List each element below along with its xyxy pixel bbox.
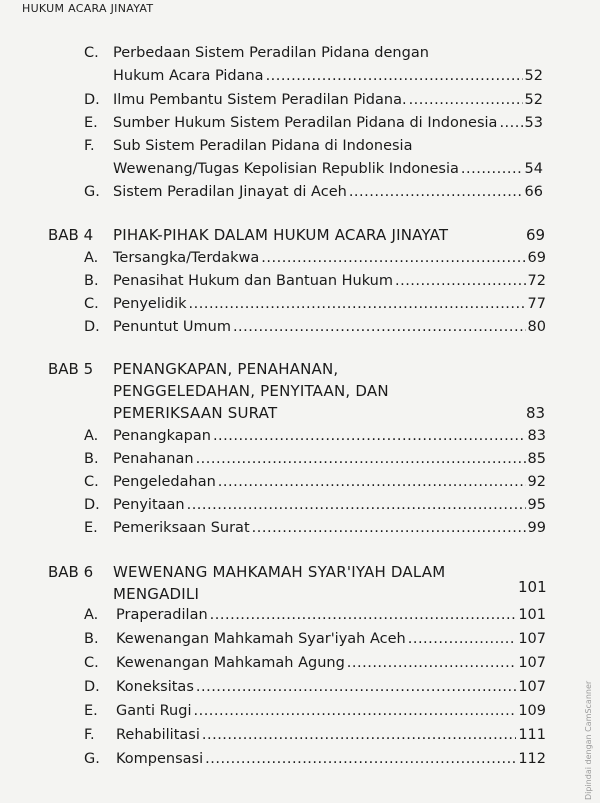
toc-entry: Hukum Acara Pidana ..... 52 bbox=[113, 68, 543, 84]
toc-entry: Tersangka/Terdakwa ..... 69 bbox=[113, 250, 546, 266]
toc-entry: Sistem Peradilan Jinayat di Aceh ..... 66 bbox=[113, 184, 543, 200]
entry-letter: B. bbox=[84, 273, 99, 289]
page-number: 99 bbox=[527, 520, 546, 536]
chapter-title: PIHAK-PIHAK DALAM HUKUM ACARA JINAYAT bbox=[113, 226, 449, 244]
chapter-label: BAB 6 bbox=[48, 563, 94, 581]
page-number: 112 bbox=[518, 751, 546, 767]
entry-letter: B. bbox=[84, 631, 99, 647]
toc-entry: Penuntut Umum ..... 80 bbox=[113, 319, 546, 335]
chapter-page: 69 bbox=[526, 226, 546, 244]
toc-entry: Penangkapan ..... 83 bbox=[113, 428, 546, 444]
toc-entry: Penasihat Hukum dan Bantuan Hukum ..... 72 bbox=[113, 273, 546, 289]
leader-dots bbox=[218, 474, 526, 490]
page-number: 85 bbox=[527, 451, 546, 467]
toc-entry: Kompensasi ..... 112 bbox=[116, 751, 546, 767]
scanner-watermark bbox=[584, 680, 598, 800]
chapter-title: PENANGKAPAN, PENAHANAN, bbox=[113, 360, 339, 378]
page-number: 83 bbox=[527, 428, 546, 444]
leader-dots bbox=[409, 92, 523, 108]
entry-letter: C. bbox=[84, 45, 99, 61]
toc-entry: Koneksitas ..... 107 bbox=[116, 679, 546, 695]
toc-entry: Ganti Rugi ..... 109 bbox=[116, 703, 546, 719]
leader-dots bbox=[395, 273, 526, 289]
entry-letter: D. bbox=[84, 679, 100, 695]
toc-entry: Ilmu Pembantu Sistem Peradilan Pidana. ..... 52 bbox=[113, 92, 543, 108]
toc-entry: Penyitaan ..... 95 bbox=[113, 497, 546, 513]
chapter-label: BAB 5 bbox=[48, 360, 94, 378]
entry-letter: B. bbox=[84, 451, 99, 467]
page-number: 77 bbox=[527, 296, 546, 312]
entry-letter: D. bbox=[84, 319, 100, 335]
entry-letter: F. bbox=[84, 727, 95, 743]
page-number: 54 bbox=[524, 161, 543, 177]
entry-letter: A. bbox=[84, 428, 99, 444]
leader-dots bbox=[499, 115, 522, 131]
entry-text-line: Sub Sistem Peradilan Pidana di Indonesia bbox=[113, 138, 413, 154]
leader-dots bbox=[202, 727, 516, 743]
leader-dots bbox=[193, 703, 516, 719]
toc-entry: Sumber Hukum Sistem Peradilan Pidana di Indonesia ..... 53 bbox=[113, 115, 543, 131]
page-number: 52 bbox=[524, 68, 543, 84]
chapter-title: PEMERIKSAAN SURAT bbox=[113, 404, 278, 422]
toc-entry: Praperadilan ..... 101 bbox=[116, 607, 546, 623]
toc-entry: Rehabilitasi ..... 111 bbox=[116, 727, 546, 743]
page-number: 107 bbox=[518, 679, 546, 695]
entry-letter: E. bbox=[84, 520, 98, 536]
toc-entry: Pemeriksaan Surat ..... 99 bbox=[113, 520, 546, 536]
leader-dots bbox=[196, 451, 526, 467]
toc-entry: Penyelidik ..... 77 bbox=[113, 296, 546, 312]
entry-letter: F. bbox=[84, 138, 95, 154]
page-number: 107 bbox=[518, 655, 546, 671]
entry-letter: C. bbox=[84, 655, 99, 671]
page-number: 52 bbox=[524, 92, 543, 108]
entry-letter: D. bbox=[84, 497, 100, 513]
page-number: 66 bbox=[524, 184, 543, 200]
page-number: 101 bbox=[518, 607, 546, 623]
entry-letter: G. bbox=[84, 184, 100, 200]
chapter-page: 83 bbox=[526, 404, 546, 422]
entry-letter: D. bbox=[84, 92, 100, 108]
entry-letter: E. bbox=[84, 115, 98, 131]
page-number: 53 bbox=[524, 115, 543, 131]
page-number: 72 bbox=[527, 273, 546, 289]
page-number: 92 bbox=[527, 474, 546, 490]
leader-dots bbox=[261, 250, 525, 266]
entry-letter: A. bbox=[84, 607, 99, 623]
chapter-title: PENGGELEDAHAN, PENYITAAN, DAN bbox=[113, 382, 389, 400]
leader-dots bbox=[189, 296, 526, 312]
leader-dots bbox=[408, 631, 517, 647]
leader-dots bbox=[210, 607, 517, 623]
leader-dots bbox=[252, 520, 526, 536]
entry-letter: A. bbox=[84, 250, 99, 266]
chapter-title: MENGADILI bbox=[113, 585, 200, 603]
page-number: 69 bbox=[527, 250, 546, 266]
page-number: 80 bbox=[527, 319, 546, 335]
running-head: HUKUM ACARA JINAYAT bbox=[22, 2, 154, 15]
page-number: 111 bbox=[518, 727, 546, 743]
entry-letter: G. bbox=[84, 751, 100, 767]
page-number: 107 bbox=[518, 631, 546, 647]
leader-dots bbox=[266, 68, 523, 84]
toc-entry: Kewenangan Mahkamah Syar'iyah Aceh ..... 107 bbox=[116, 631, 546, 647]
entry-letter: E. bbox=[84, 703, 98, 719]
chapter-page: 101 bbox=[518, 578, 547, 596]
leader-dots bbox=[213, 428, 526, 444]
leader-dots bbox=[349, 184, 523, 200]
toc-entry: Pengeledahan ..... 92 bbox=[113, 474, 546, 490]
chapter-title: WEWENANG MAHKAMAH SYAR'IYAH DALAM bbox=[113, 563, 446, 581]
leader-dots bbox=[205, 751, 516, 767]
leader-dots bbox=[233, 319, 526, 335]
leader-dots bbox=[187, 497, 526, 513]
page-number: 109 bbox=[518, 703, 546, 719]
toc-entry: Kewenangan Mahkamah Agung ..... 107 bbox=[116, 655, 546, 671]
entry-text-line: Perbedaan Sistem Peradilan Pidana dengan bbox=[113, 45, 429, 61]
entry-letter: C. bbox=[84, 296, 99, 312]
toc-entry: Wewenang/Tugas Kepolisian Republik Indonesia ..... 54 bbox=[113, 161, 543, 177]
leader-dots bbox=[461, 161, 523, 177]
chapter-label: BAB 4 bbox=[48, 226, 94, 244]
page-number: 95 bbox=[527, 497, 546, 513]
entry-letter: C. bbox=[84, 474, 99, 490]
watermark-text: Dipindai dengan CamScanner bbox=[584, 680, 593, 800]
toc-entry: Penahanan ..... 85 bbox=[113, 451, 546, 467]
leader-dots bbox=[196, 679, 516, 695]
leader-dots bbox=[347, 655, 517, 671]
